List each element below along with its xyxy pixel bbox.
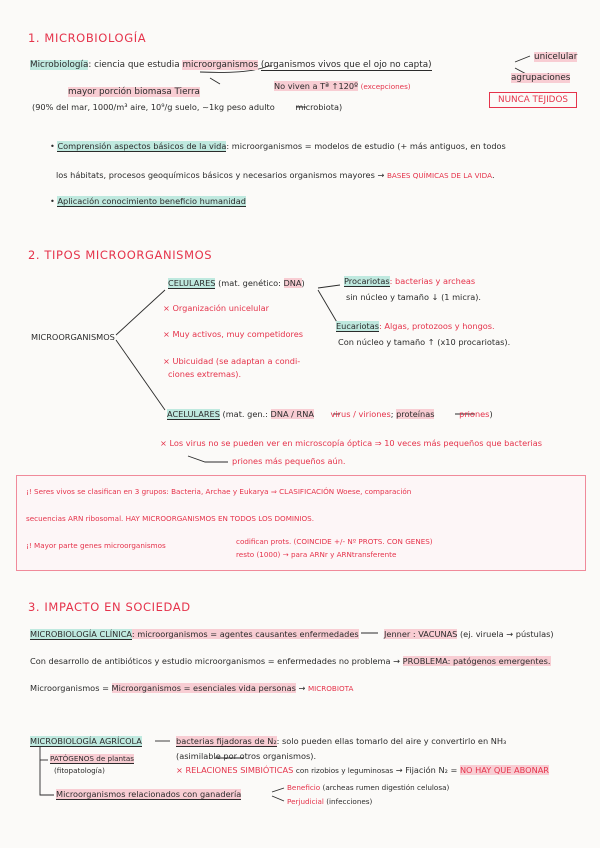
fitopatologia: (fitopatología) — [54, 766, 105, 775]
section-2-title: 2. TIPOS MICROORGANISMOS — [28, 248, 213, 262]
jenner-text: Jenner : VACUNAS — [384, 629, 458, 639]
problema-text: PROBLEMA: patógenos emergentes. — [402, 656, 551, 666]
no-viven-line — [274, 81, 411, 91]
beneficio-text: (archeas rumen digestión celulosa) — [322, 783, 450, 792]
note-line-2: secuencias ARN ribosomal. HAY MICROORGANISMOS EN TODOS LOS DOMINIOS. — [26, 514, 315, 523]
biomasa-detail: (90% del mar, 1000/m³ aire, 10⁹/g suelo, ~1kg peso adulto — [32, 102, 275, 112]
microbiota-text: microbiota) — [295, 102, 343, 112]
perjudicial-line — [287, 797, 372, 806]
procariotas-label: Procariotas — [344, 276, 390, 286]
procariotas-line — [344, 276, 475, 286]
antibioticos-line: Con desarrollo de antibióticos y estudio microorganismos = enfermedades no problema → PROBLEMA: patógenos emergentes. — [30, 656, 551, 666]
beneficio-line — [287, 783, 449, 792]
x-organizacion: × Organización unicelular — [163, 303, 270, 313]
note-line-3: ¡! Mayor parte genes microorganismos — [26, 541, 166, 550]
acelulares-mat: (mat. gen.: — [222, 409, 268, 419]
bullet-1-text: : microorganismos = modelos de estudio (+ más antiguos, en todos — [226, 141, 506, 151]
esenciales-line: Microorganismos = Microorganismos = esenciales vida personas → MICROBIOTA — [30, 683, 354, 693]
x-ubicuidad: × Ubicuidad (se adaptan a condi- — [163, 356, 301, 366]
acelulares-priones: priones — [459, 409, 490, 419]
no-viven-text: No viven a Tª ↑120º — [274, 81, 358, 91]
beneficio-label: Beneficio — [287, 783, 321, 792]
bullet-1-line: • Comprensión aspectos básicos de la vida: microorganismos = modelos de estudio (+ más antiguos, en todos — [50, 141, 506, 151]
fijadoras-label: bacterias fijadoras de N₂ — [176, 736, 277, 746]
bullet-1-line2: los hábitats, procesos geoquímicos básicos y necesarios organismos mayores → BASES QUÍMICAS DE LA VIDA. — [56, 170, 495, 180]
biomasa-text: mayor porción biomasa Tierra — [68, 87, 200, 97]
agricola-line — [30, 736, 142, 746]
antibioticos-text: Con desarrollo de antibióticos y estudio microorganismos = enfermedades no problema — [30, 656, 391, 666]
jenner-example: (ej. viruela → pústulas) — [459, 629, 554, 639]
simbioticas-line — [176, 765, 549, 775]
acelulares-line: ACELULARES (mat. gen.: DNA / RNA virus / viriones; proteínas priones) — [167, 409, 493, 419]
fijadoras-line — [176, 736, 506, 746]
note-line-3b: resto (1000) → para ARNr y ARNtransferente — [236, 550, 397, 559]
bullet-1-label: Comprensión aspectos básicos de la vida — [57, 141, 227, 151]
note-line-3a: codifican prots. (COINCIDE +/- Nº PROTS. CON GENES) — [236, 537, 433, 546]
celulares-line: CELULARES (mat. genético: DNA) — [168, 278, 305, 288]
term-microbiologia: Microbiología — [30, 60, 89, 70]
ganaderia-label — [56, 789, 241, 799]
clinica-line — [30, 629, 359, 639]
bullet-1-text2: los hábitats, procesos geoquímicos básicos y necesarios organismos mayores — [56, 170, 375, 180]
label-unicelular: unicelular — [534, 52, 578, 62]
patogenos-label — [50, 754, 134, 763]
acelulares-prot: proteínas — [396, 409, 435, 419]
eucariotas-label: Eucariotas — [336, 321, 380, 331]
procariotas-text: : bacterias y archeas — [389, 276, 476, 286]
patogenos-text: PATÓGENOS de plantas — [50, 754, 135, 763]
fijacion-text: → Fijación N₂ = — [395, 765, 458, 775]
acelulares-virus: virus / viriones — [330, 409, 391, 419]
celulares-dna: DNA — [283, 278, 302, 288]
agricola-label: MICROBIOLOGÍA AGRÍCOLA — [30, 736, 142, 746]
simbioticas-con: con rizobios y leguminosas — [295, 766, 394, 775]
clinica-text: : microorganismos = agentes causantes enfermedades — [131, 629, 359, 639]
bullet-2-line: • Aplicación conocimiento beneficio humanidad — [50, 196, 246, 206]
biomasa-detail-line — [32, 102, 342, 112]
priones-line: priones más pequeños aún. — [232, 456, 346, 466]
definition-line — [30, 60, 432, 70]
term-microorganismos: microorganismos — [182, 60, 259, 70]
excepciones-text: (excepciones) — [360, 82, 411, 91]
virus-line: × Los virus no se pueden ver en microscopía óptica ⇒ 10 veces más pequeños que bacterias — [160, 438, 543, 448]
eucariotas-text: : Algas, protozoos y hongos. — [379, 321, 495, 331]
celulares-label: CELULARES — [168, 278, 216, 288]
clinica-label: MICROBIOLOGÍA CLÍNICA — [30, 629, 132, 639]
ganaderia-text: Microorganismos relacionados con ganadería — [56, 789, 242, 799]
x-activos: × Muy activos, muy competidores — [163, 329, 304, 339]
celulares-mat: (mat. genético: — [218, 278, 281, 288]
bases-quimicas: BASES QUÍMICAS DE LA VIDA — [386, 171, 492, 180]
section-3-title: 3. IMPACTO EN SOCIEDAD — [28, 600, 191, 614]
acelulares-dna: DNA / RNA — [270, 409, 314, 419]
eucariotas-line — [336, 321, 495, 331]
fijadoras-text: : solo pueden ellas tomarlo del aire y convertirlo en NH₃ — [276, 736, 507, 746]
jenner-line — [384, 629, 554, 639]
fijadoras-text2: (asimilable por otros organismos). — [176, 751, 317, 761]
eucariotas-text2: Con núcleo y tamaño ↑ (x10 procariotas). — [338, 337, 511, 347]
simbioticas-label: × RELACIONES SIMBIÓTICAS — [176, 765, 294, 775]
esenciales-pre: Microorganismos = — [30, 683, 112, 693]
label-agrupaciones: agrupaciones — [511, 73, 571, 83]
perjudicial-text: (infecciones) — [326, 797, 373, 806]
definition-text: : ciencia que estudia — [88, 60, 180, 70]
note-line-1: ¡! Seres vivos se clasifican en 3 grupos: Bacteria, Archae y Eukarya ⇒ CLASIFICACIÓN Woese, comparación — [26, 487, 412, 496]
acelulares-label: ACELULARES — [167, 409, 220, 419]
definition-paren: (organismos vivos que el ojo no capta) — [260, 60, 432, 70]
section-1-title: 1. MICROBIOLOGÍA — [28, 31, 147, 45]
bullet-2-label: Aplicación conocimiento beneficio humanidad — [57, 196, 246, 206]
microbiota-label: MICROBIOTA — [307, 684, 354, 693]
perjudicial-label: Perjudicial — [287, 797, 324, 806]
procariotas-text2: sin núcleo y tamaño ↓ (1 micra). — [346, 292, 482, 302]
x-ubicuidad-2: ciones extremas). — [168, 369, 242, 379]
tree-root: MICROORGANISMOS — [31, 332, 115, 342]
esenciales-text: Microorganismos = esenciales vida personas — [111, 683, 296, 693]
nunca-tejidos-badge: NUNCA TEJIDOS — [489, 92, 577, 108]
no-abonar: NO HAY QUE ABONAR — [459, 765, 549, 775]
